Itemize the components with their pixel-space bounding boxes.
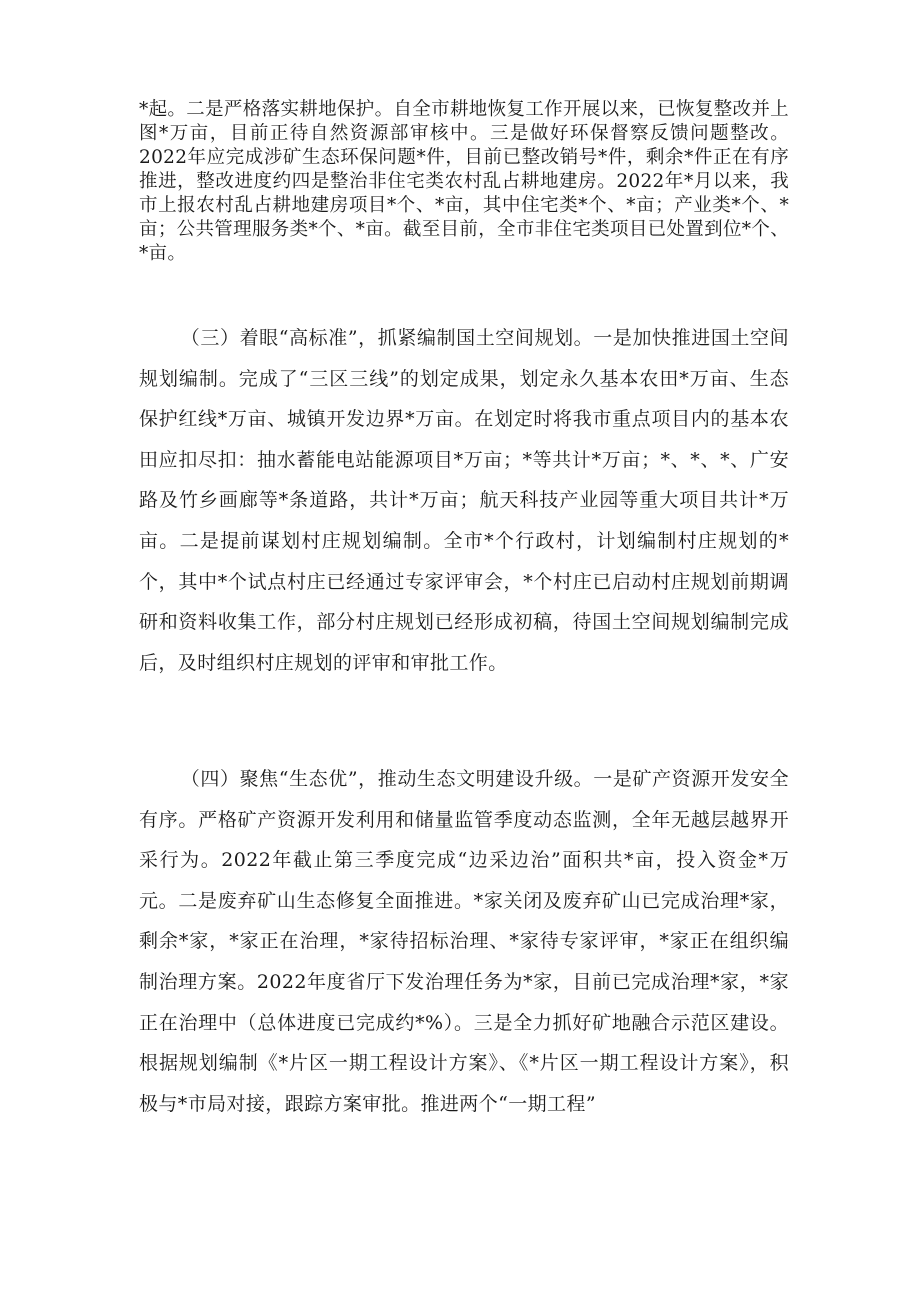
paragraph-continued-farmland: *起。二是严格落实耕地保护。自全市耕地恢复工作开展以来，已恢复整改并上图*万亩，目前正待自然资源部审核中。三是做好环保督察反馈问题整改。2022年应完成涉矿生态环保问题*件，目前已整改销号*件，剩余*件正在有序推进，整改进度约四是整治非住宅类农村乱占耕地建房。2022年*月以来，我市上报农村乱占耕地建房项目*个、*亩，其中住宅类*个、*亩；产业类*个、*亩；公共管理服务类*个、*亩。截至目前，全市非住宅类项目已处置到位*个、*亩。 [139, 99, 789, 264]
paragraph-section-three-spatial-planning: （三）着眼“高标准”，抓紧编制国土空间规划。一是加快推进国土空间规划编制。完成了“三区三线”的划定成果，划定永久基本农田*万亩、生态保护红线*万亩、城镇开发边界*万亩。在划定时将我市重点项目内的基本农田应扣尽扣：抽水蓄能电站能源项目*万亩；*等共计*万亩；*、*、*、广安路及竹乡画廊等*条道路，共计*万亩；航天科技产业园等重大项目共计*万亩。二是提前谋划村庄规划编制。全市*个行政村，计划编制村庄规划的*个，其中*个试点村庄已经通过专家评审会，*个村庄已启动村庄规划前期调研和资料收集工作，部分村庄规划已经形成初稿，待国土空间规划编制完成后，及时组织村庄规划的评审和审批工作。 [139, 327, 789, 674]
paragraph-section-four-ecology: （四）聚焦“生态优”，推动生态文明建设升级。一是矿产资源开发安全有序。严格矿产资源开发利用和储量监管季度动态监测，全年无越层越界开采行为。2022年截止第三季度完成“边采边治”面积共*亩，投入资金*万元。二是废弃矿山生态修复全面推进。*家关闭及废弃矿山已完成治理*家，剩余*家，*家正在治理，*家待招标治理、*家待专家评审，*家正在组织编制治理方案。2022年度省厅下发治理任务为*家，目前已完成治理*家，*家正在治理中（总体进度已完成约*%）。三是全力抓好矿地融合示范区建设。根据规划编制《*片区一期工程设计方案》、《*片区一期工程设计方案》，积极与*市局对接，跟踪方案审批。推进两个“一期工程” [139, 768, 789, 1115]
